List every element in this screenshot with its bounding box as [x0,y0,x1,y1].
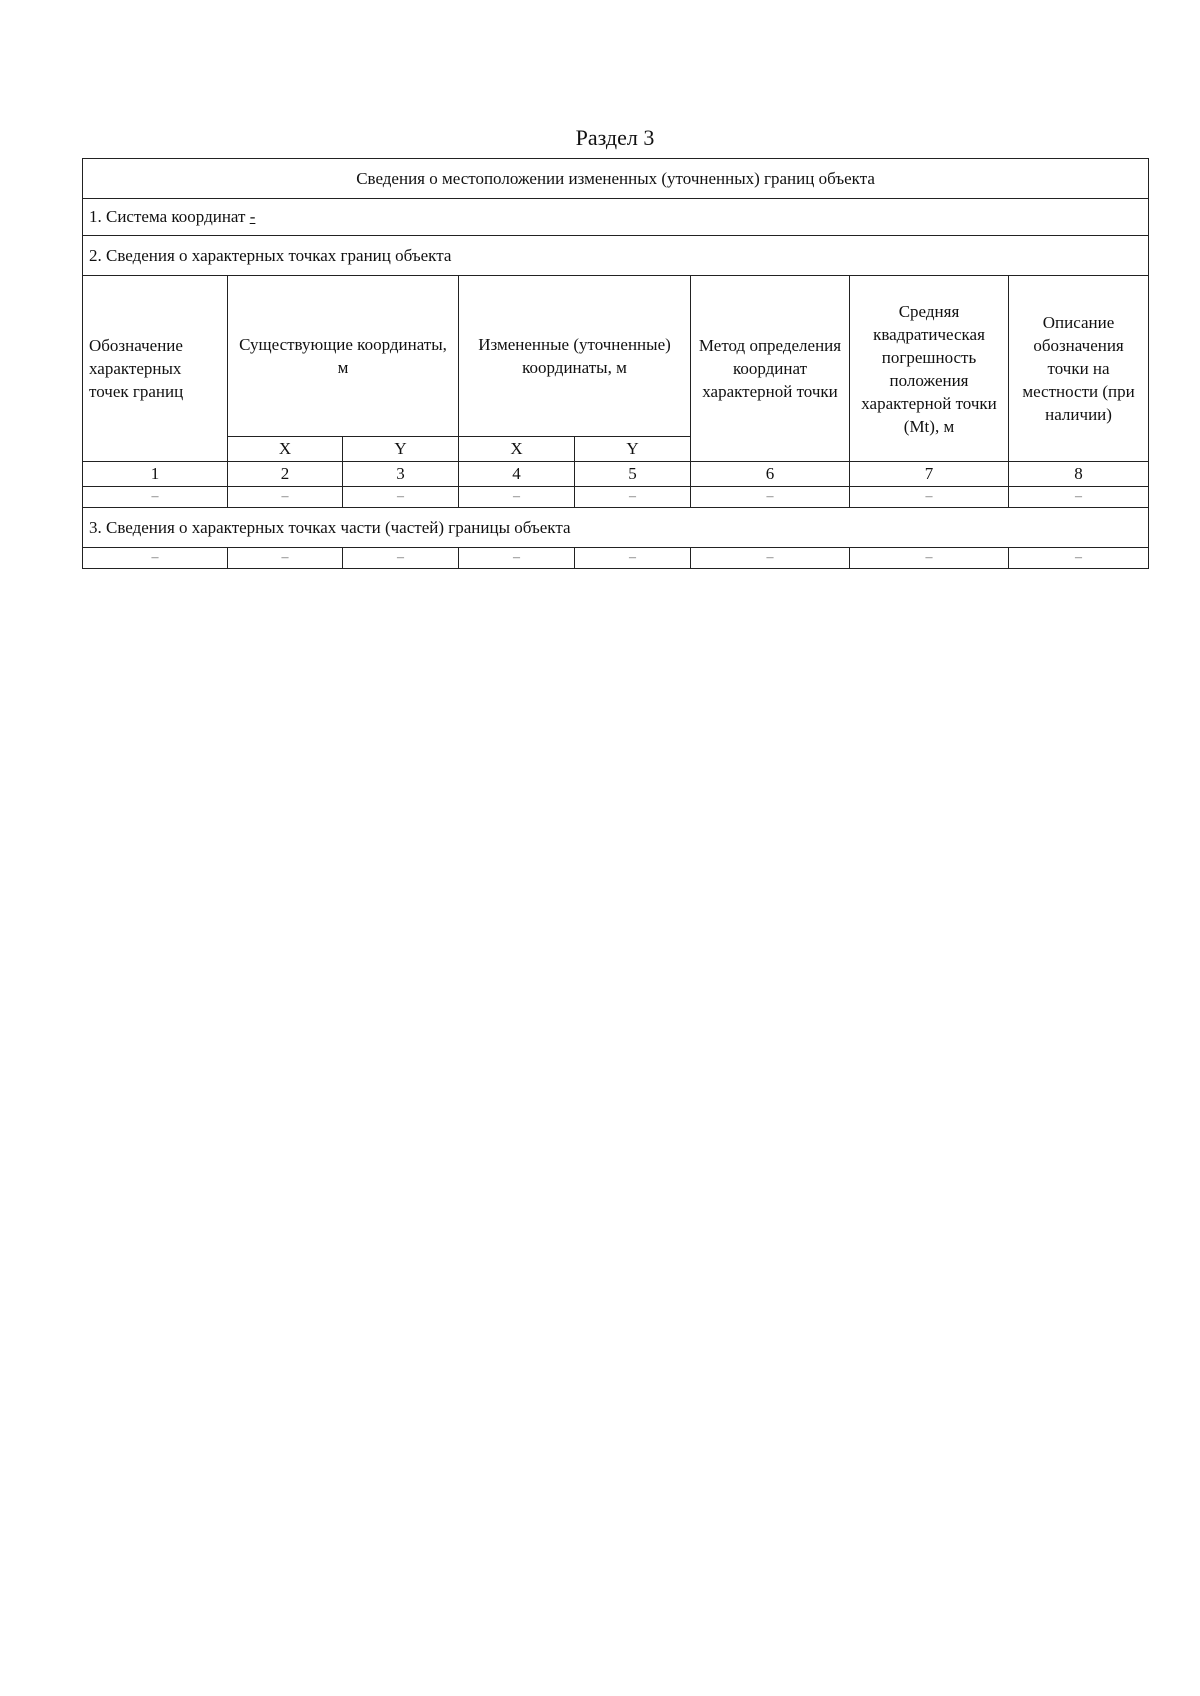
table-cell: – [343,487,459,508]
points-heading-row [83,236,1149,276]
parts-heading-row [83,508,1149,548]
header-changed-y: Y [575,437,691,462]
table-cell: – [228,548,343,569]
table-cell: – [343,548,459,569]
column-number: 6 [691,462,850,487]
column-header-row [83,276,1149,437]
table-cell: – [459,548,575,569]
header-mean-error: Средняя квадратическая погрешность положения характерной точки (Mt), м [850,276,1009,462]
table-cell: – [1009,548,1149,569]
column-number: 3 [343,462,459,487]
parts-heading: 3. Сведения о характерных точках части (частей) границы объекта [83,508,1149,548]
table-cell: – [1009,487,1149,508]
table-cell: – [691,548,850,569]
table-title-row [83,159,1149,199]
table-cell: – [575,548,691,569]
table-cell: – [691,487,850,508]
column-number: 2 [228,462,343,487]
table-cell: – [228,487,343,508]
coord-system-cell [83,199,1149,236]
points-heading: 2. Сведения о характерных точках границ объекта [83,236,1149,276]
column-number: 1 [83,462,228,487]
section-title: Раздел 3 [575,125,655,150]
column-number: 5 [575,462,691,487]
document-page [82,118,1148,569]
table-cell: – [83,548,228,569]
coord-system-row [83,199,1149,236]
column-number-row [83,462,1149,487]
header-description: Описание обозначения точки на местности (при наличии) [1009,276,1149,462]
column-number: 7 [850,462,1009,487]
table-cell: – [83,487,228,508]
table-row [83,487,1149,508]
coord-system-value: - [249,207,256,226]
header-existing-x: X [228,437,343,462]
column-number: 4 [459,462,575,487]
table-cell: – [575,487,691,508]
table-cell: – [850,487,1009,508]
header-method: Метод определения координат характерной точки [691,276,850,462]
header-existing-coords: Существующие координаты, м [228,276,459,437]
table-title: Сведения о местоположении измененных (уточненных) границ объекта [83,159,1149,199]
table-cell: – [850,548,1009,569]
header-designation: Обозначение характерных точек границ [83,276,228,462]
header-changed-coords: Измененные (уточненные) координаты, м [459,276,691,437]
table-row [83,548,1149,569]
coord-system-label: 1. Система координат [89,207,246,226]
header-changed-x: X [459,437,575,462]
column-number: 8 [1009,462,1149,487]
table-cell: – [459,487,575,508]
header-existing-y: Y [343,437,459,462]
boundary-table [82,158,1149,569]
